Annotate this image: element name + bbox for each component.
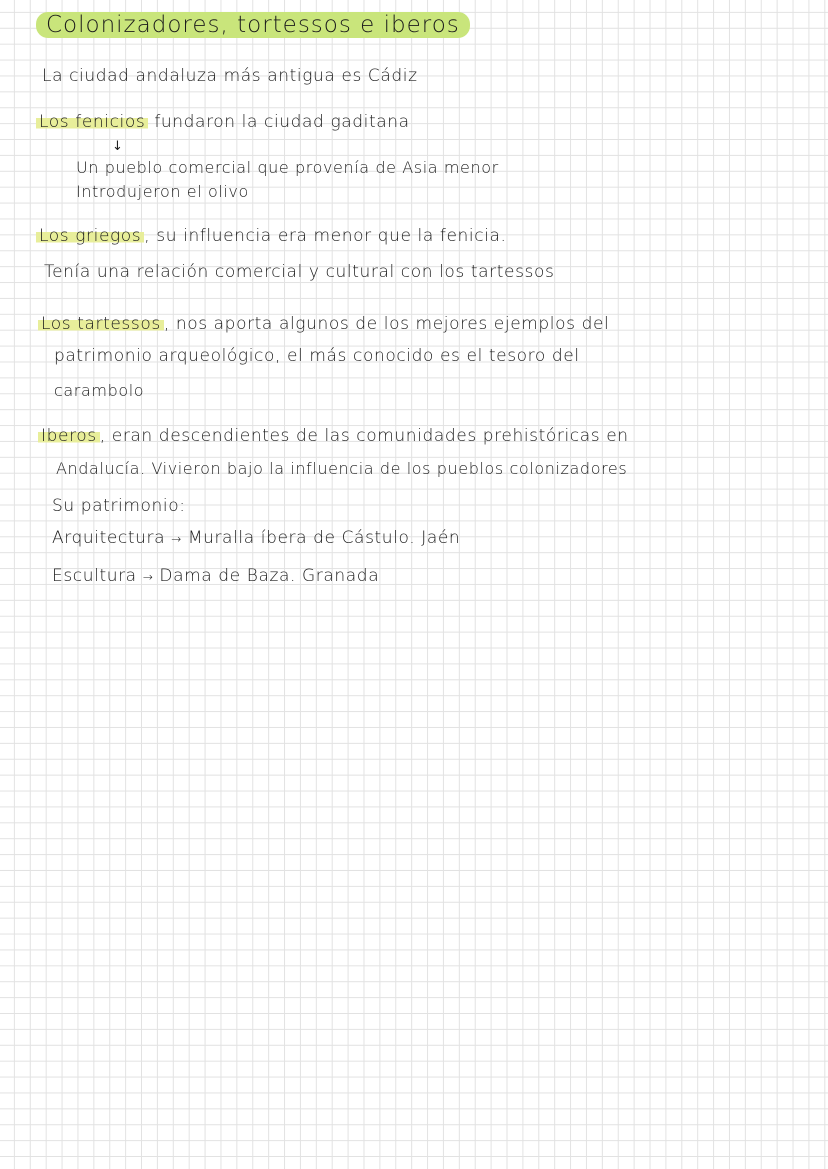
iberos-rest: , eran descendientes de las comunidades prehistóricas en xyxy=(99,426,629,446)
iberos-term: Iberos xyxy=(38,426,100,446)
fenicios-detail-1: Un pueblo comercial que provenía de Asia menor xyxy=(76,158,499,177)
right-arrow-icon: → xyxy=(142,570,154,584)
arquitectura-line xyxy=(52,530,460,547)
tartessos-term: Los tartessos xyxy=(38,314,164,334)
fenicios-rest: fundaron la ciudad gaditana xyxy=(154,112,410,132)
griegos-rest: , su influencia era menor que la fenicia. xyxy=(144,226,507,246)
page-title xyxy=(36,14,470,37)
fenicios-term: Los fenicios xyxy=(36,112,148,132)
tartessos-line xyxy=(38,316,609,333)
griegos-detail-1: Tenía una relación comercial y cultural con los tartessos xyxy=(44,262,555,282)
griegos-line xyxy=(36,228,507,245)
iberos-detail-1: Andalucía. Vivieron bajo la influencia de los pueblos colonizadores xyxy=(56,459,628,478)
escultura-value: Dama de Baza. Granada xyxy=(159,566,380,586)
tartessos-detail-1: patrimonio arqueológico, el más conocido es el tesoro del xyxy=(54,346,580,366)
fenicios-line xyxy=(36,114,410,131)
down-arrow-icon: ↓ xyxy=(112,139,123,154)
tartessos-rest: , nos aporta algunos de los mejores ejemplos del xyxy=(163,314,610,334)
griegos-term: Los griegos xyxy=(36,226,144,246)
title-highlight: Colonizadores, tortessos e iberos xyxy=(36,12,470,38)
escultura-label: Escultura xyxy=(52,566,137,586)
right-arrow-icon: → xyxy=(171,532,182,546)
tartessos-detail-2: carambolo xyxy=(54,381,145,400)
arquitectura-label: Arquitectura xyxy=(52,528,166,548)
cadiz-line: La ciudad andaluza más antigua es Cádiz xyxy=(42,66,418,86)
fenicios-detail-2: Introdujeron el olivo xyxy=(76,182,249,201)
patrimonio-label: Su patrimonio: xyxy=(52,496,186,516)
arquitectura-value: Muralla íbera de Cástulo. Jaén xyxy=(187,528,461,548)
escultura-line xyxy=(52,568,379,585)
iberos-line xyxy=(38,428,629,445)
